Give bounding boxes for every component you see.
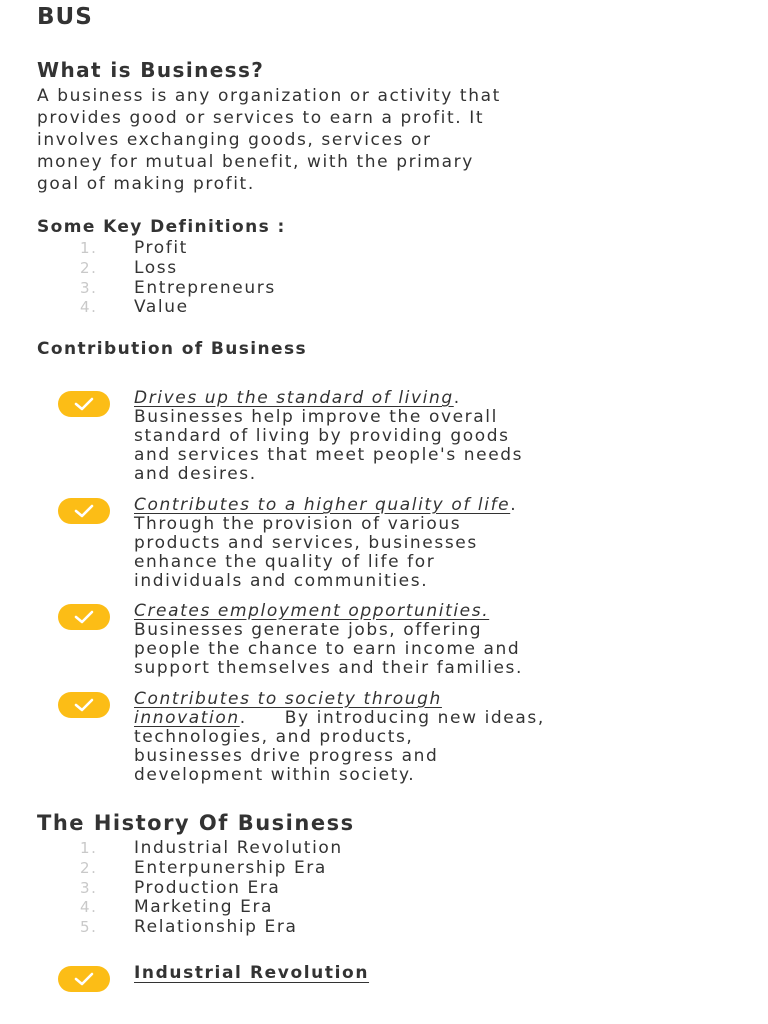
list-item-label: Loss [134, 257, 178, 278]
history-list [0, 839, 768, 938]
contribution-title: Drives up the standard of living [134, 388, 454, 408]
list-item [0, 898, 768, 918]
list-item [0, 859, 768, 879]
contribution-line: people the chance to earn income and [134, 639, 521, 659]
check-icon [58, 391, 110, 417]
list-number: 5. [80, 918, 98, 937]
contribution-line: individuals and communities. [134, 571, 429, 591]
contribution-text [134, 389, 734, 484]
contribution-line: standard of living by providing goods [134, 426, 510, 446]
business-definition-paragraph [37, 85, 737, 195]
title-punctuation: . [239, 708, 247, 728]
check-icon [58, 692, 110, 718]
list-number: 3. [80, 278, 98, 297]
contribution-line: products and services, businesses [134, 533, 478, 553]
contribution-text [134, 964, 734, 983]
title-punctuation: . [510, 495, 518, 515]
section-heading-what-is-business: What is Business? [37, 58, 265, 82]
contribution-line: support themselves and their families. [134, 658, 524, 678]
contribution-line: and services that meet people's needs [134, 445, 524, 465]
contribution-line: Businesses generate jobs, offering [134, 620, 483, 640]
title-punctuation: . [453, 388, 461, 408]
list-item [0, 839, 768, 859]
contribution-line: Businesses help improve the overall [134, 407, 498, 427]
contribution-title: Contributes to a higher quality of life [134, 495, 511, 515]
list-item [0, 279, 768, 299]
section-heading-contribution: Contribution of Business [37, 339, 307, 359]
contribution-title: innovation [134, 708, 240, 728]
list-item-label: Value [134, 297, 189, 318]
page-title: BUS [37, 4, 93, 30]
section-heading-history: The History Of Business [37, 811, 355, 835]
list-item [0, 298, 768, 318]
check-icon [58, 498, 110, 524]
check-icon [58, 966, 110, 992]
paragraph-line: goal of making profit. [37, 174, 255, 194]
list-number: 2. [80, 258, 98, 277]
contribution-text [134, 496, 734, 591]
paragraph-line: involves exchanging goods, services or [37, 130, 432, 150]
list-item-label: Enterpunership Era [134, 857, 327, 878]
paragraph-line: provides good or services to earn a profit. It [37, 108, 485, 128]
paragraph-line: money for mutual benefit, with the primary [37, 152, 474, 172]
contribution-line: By introducing new ideas, [284, 708, 545, 728]
list-item-label: Entrepreneurs [134, 277, 276, 298]
list-number: 4. [80, 898, 98, 917]
paragraph-line: A business is any organization or activity that [37, 86, 501, 106]
list-number: 4. [80, 298, 98, 317]
key-definitions-list [0, 239, 768, 318]
list-item-label: Industrial Revolution [134, 838, 343, 858]
contribution-line: technologies, and products, [134, 727, 414, 747]
contribution-line: and desires. [134, 464, 257, 484]
contribution-text [134, 690, 734, 785]
list-number: 1. [80, 839, 98, 857]
list-item-label: Production Era [134, 877, 281, 898]
list-item [0, 239, 768, 259]
list-number: 3. [80, 878, 98, 897]
list-item [0, 918, 768, 938]
list-item [0, 259, 768, 279]
section-heading-key-definitions: Some Key Definitions : [37, 217, 286, 237]
contribution-title: Creates employment opportunities. [134, 601, 490, 621]
list-number: 1. [80, 239, 98, 257]
contribution-text [134, 602, 734, 678]
contribution-line: Through the provision of various [134, 514, 462, 534]
list-number: 2. [80, 858, 98, 877]
list-item [0, 879, 768, 899]
contribution-line: enhance the quality of life for [134, 552, 436, 572]
contribution-title: Contributes to society through [134, 689, 442, 709]
industrial-revolution-heading: Industrial Revolution [134, 963, 370, 983]
list-item-label: Marketing Era [134, 897, 274, 918]
list-item-label: Relationship Era [134, 917, 298, 938]
contribution-line: development within society. [134, 765, 416, 785]
check-icon [58, 604, 110, 630]
list-item-label: Profit [134, 238, 188, 258]
contribution-line: businesses drive progress and [134, 746, 439, 766]
